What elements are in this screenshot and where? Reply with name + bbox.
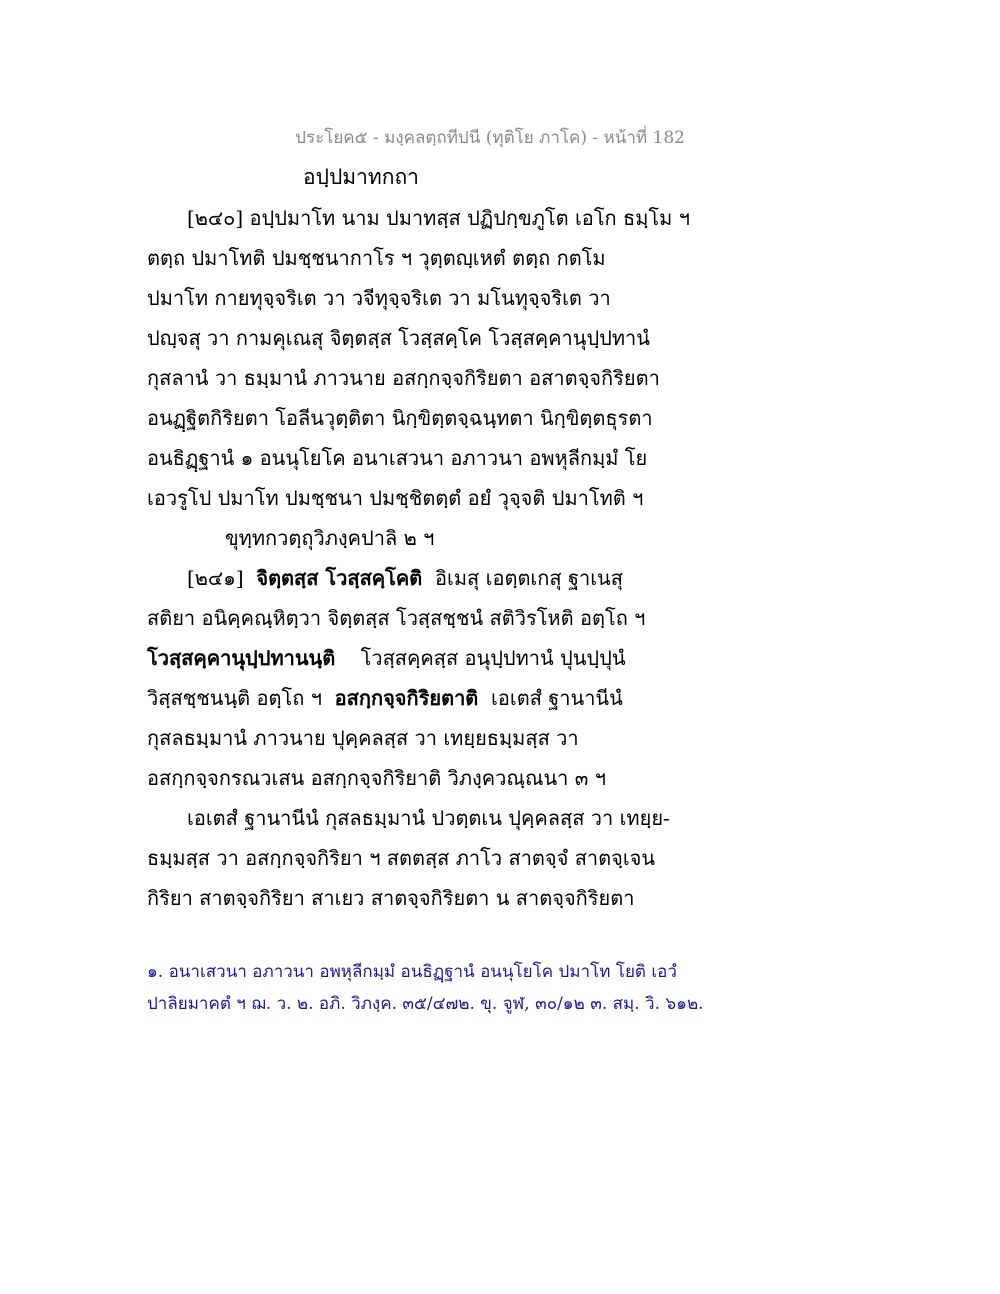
running-header: ประโยค๕ - มงฺคลตฺถทีปนี (ทุติโย ภาโค) - หน้าที่ 182 — [295, 128, 685, 148]
text-line — [147, 558, 692, 598]
text-span: อสกฺกจฺจกรณวเสน อสกฺกจฺจกิริยาติ วิภงฺควณฺณนา ๓ ฯ — [147, 766, 607, 790]
text-span: อนธิฏฺฐานํ ๑ อนนุโยโค อนาเสวนา อภาวนา อพหุลีกมฺมํ โย — [147, 446, 648, 470]
text-span: สติยา อนิคฺคณฺหิตฺวา จิตฺตสฺส โวสฺสชฺชนํ สติวิรโหติ อตฺโถ ฯ — [147, 606, 646, 630]
text-span: เอเตสํ ฐานานีนํ กุสลธมฺมานํ ปวตฺตเน ปุคฺคลสฺส วา เทยฺย- — [187, 806, 670, 830]
text-span: โวสฺสคฺคสฺส อนุปฺปทานํ ปุนปฺปุนํ — [360, 646, 626, 670]
text-span: ปญฺจสุ วา กามคุเณสุ จิตฺตสฺส โวสฺสคฺโค โวสฺสคฺคานุปฺปทานํ — [147, 326, 650, 350]
text-span: กิริยา สาตจฺจกิริยา สาเยว สาตจฺจกิริยตา น สาตจฺจกิริยตา — [147, 886, 635, 910]
text-line — [147, 318, 692, 358]
text-span: อิเมสุ เอตฺตเกสุ ฐาเนสุ — [435, 566, 623, 590]
text-span: เอวรูโป ปมาโท ปมชฺชนา ปมชฺชิตตฺตํ อยํ วุจฺจติ ปมาโทติ ฯ — [147, 486, 644, 510]
text-line — [147, 278, 692, 318]
footnote-line: ปาลิยมาคตํ ฯ ฌ. ว. ๒. อภิ. วิภงฺค. ๓๕/๔๗๒. ขุ. จูฬ, ๓๐/๑๒ ๓. สมฺ. วิ. ๖๑๒. — [147, 994, 704, 1014]
text-line — [147, 358, 692, 398]
bold-term: โวสฺสคฺคานุปฺปทานนฺติ — [147, 646, 336, 670]
text-span: อนฏฺฐิตกิริยตา โอลีนวุตฺติตา นิกฺขิตฺตจฺฉนฺทตา นิกฺขิตฺตธุรตา — [147, 406, 653, 430]
text-line — [147, 438, 692, 478]
source-reference: ขุทฺทกวตฺถุวิภงฺคปาลิ ๒ ฯ — [225, 526, 435, 550]
text-span: กุสลธมฺมานํ ภาวนาย ปุคฺคลสฺส วา เทยฺยธมฺมสฺส วา — [147, 726, 579, 750]
text-span: วิสฺสชฺชนนฺติ อตฺโถ ฯ — [147, 686, 322, 710]
text-line — [147, 398, 692, 438]
text-line — [147, 838, 692, 878]
bold-term: อสกฺกจฺจกิริยตาติ — [334, 686, 479, 710]
text-span: กุสลานํ วา ธมฺมานํ ภาวนาย อสกฺกจฺจกิริยตา อสาตจฺจกิริยตา — [147, 366, 660, 390]
text-span: เอเตสํ ฐานานีนํ — [491, 686, 623, 710]
text-line — [147, 878, 692, 918]
bold-term: จิตฺตสฺส โวสฺสคฺโคติ — [256, 566, 423, 590]
text-line — [147, 238, 692, 278]
paragraph-number: [๒๔๑] — [187, 566, 244, 590]
text-span: [๒๔๐] อปฺปมาโท นาม ปมาทสฺส ปฏิปกฺขภูโต เอโก ธมฺโม ฯ — [187, 206, 690, 230]
text-span: ปมาโท กายทุจฺจริเต วา วจีทุจฺจริเต วา มโนทุจฺจริเต วา — [147, 286, 611, 310]
footnote-line: ๑. อนาเสวนา อภาวนา อพหุลีกมฺมํ อนธิฏฺฐานํ อนนุโยโค ปมาโท โยติ เอวํ — [147, 962, 677, 982]
text-line — [147, 718, 692, 758]
footnotes — [147, 956, 707, 1020]
text-line — [147, 678, 692, 718]
text-line — [147, 798, 692, 838]
text-line — [147, 638, 692, 678]
text-line — [147, 478, 692, 518]
text-span: ตตฺถ ปมาโทติ ปมชฺชนากาโร ฯ วุตฺตญฺเหตํ ตตฺถ กตโม — [147, 246, 606, 270]
text-line — [147, 758, 692, 798]
text-span: ธมฺมสฺส วา อสกฺกจฺจกิริยา ฯ สตตสฺส ภาโว สาตจฺจํ สาตจฺเจน — [147, 846, 656, 870]
text-line — [147, 198, 692, 238]
text-line — [147, 598, 692, 638]
body-text — [147, 198, 692, 918]
source-reference-line — [147, 518, 692, 558]
section-title: อปฺปมาทกถา — [303, 165, 419, 189]
